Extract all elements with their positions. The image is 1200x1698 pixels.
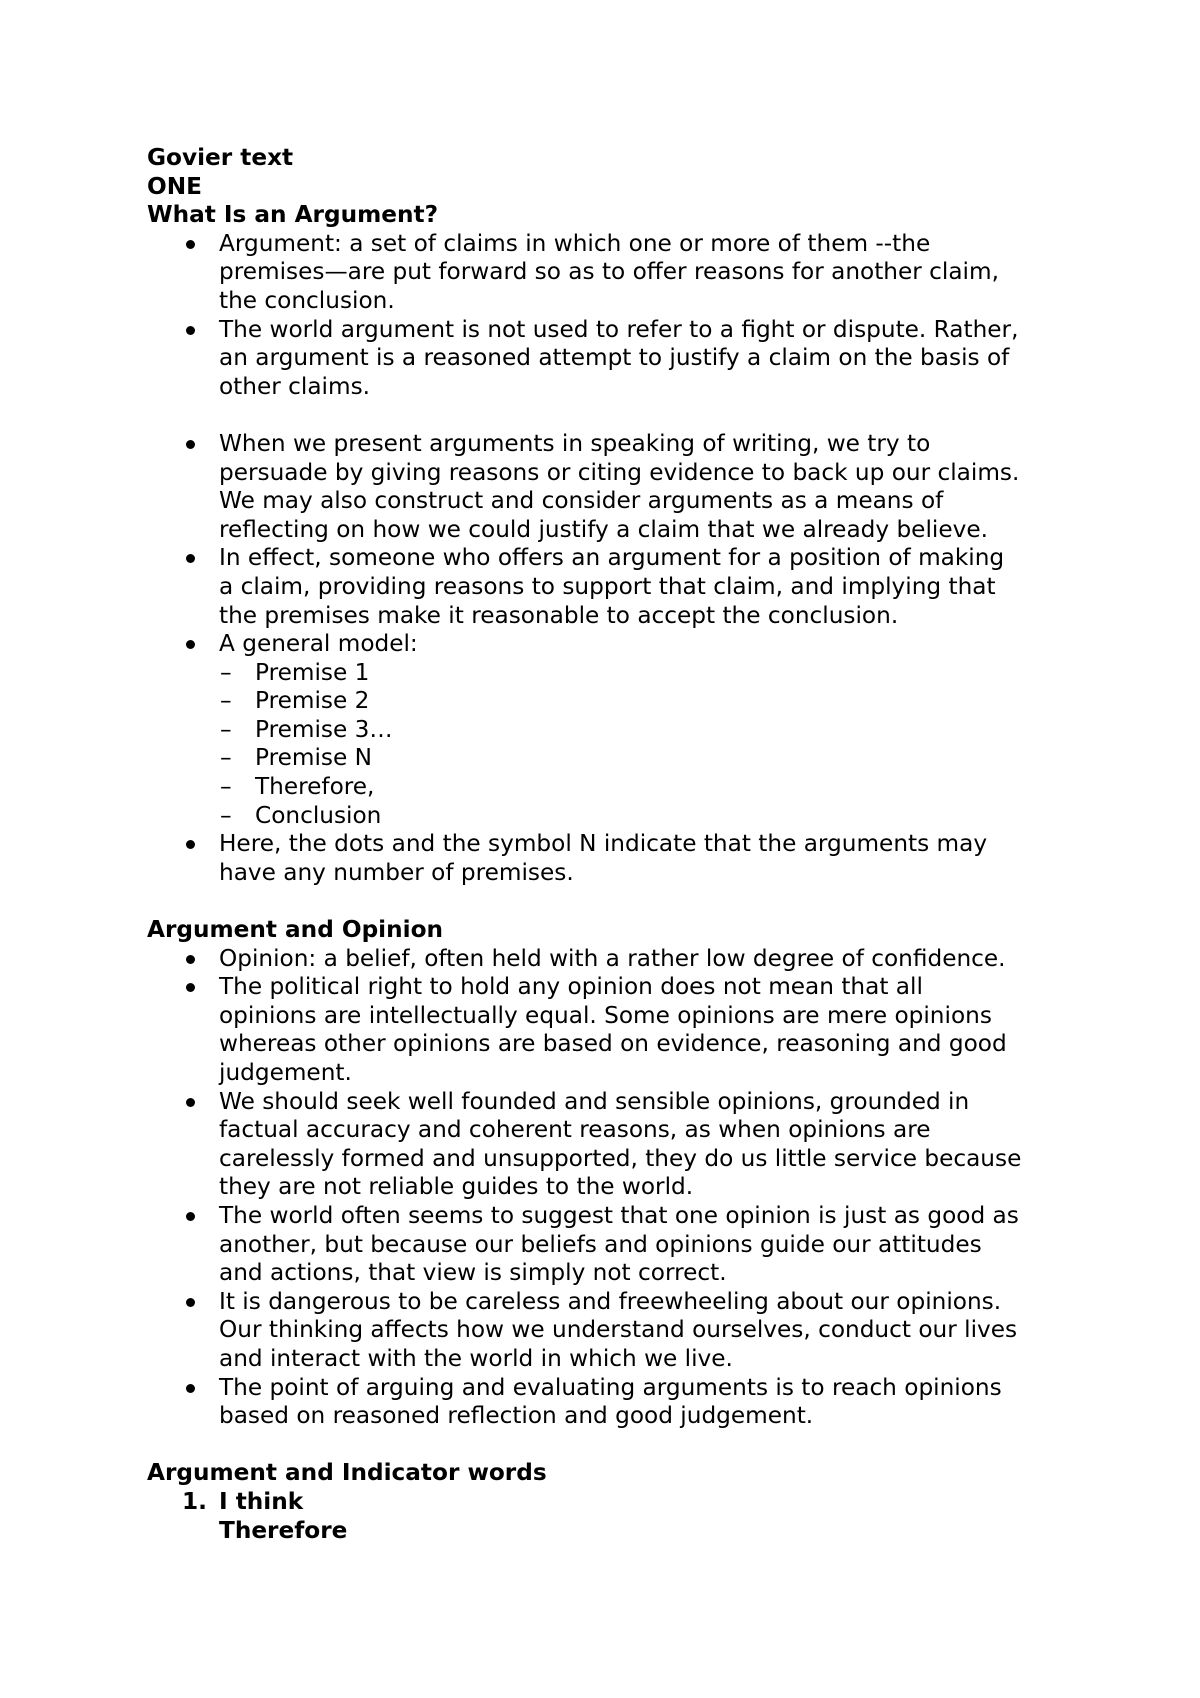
model-item-text: Conclusion: [255, 801, 382, 829]
list-item-line: they are not reliable guides to the world.: [219, 1173, 694, 1201]
model-item-text: Premise N: [255, 744, 372, 772]
list-item-line: premises—are put forward so as to offer reasons for another claim,: [219, 258, 999, 286]
list-item-line: We may also construct and consider arguments as a means of: [219, 487, 944, 515]
model-item: [147, 659, 1087, 688]
list-item-line: reflecting on how we could justify a claim that we already believe.: [219, 515, 988, 543]
spacer: [147, 1431, 1087, 1460]
list-item-line: the conclusion.: [219, 286, 395, 314]
dash-icon: –: [220, 715, 232, 743]
model-item: [147, 687, 1087, 716]
model-item-text: Premise 3…: [255, 715, 393, 743]
bullet-icon: [186, 983, 195, 992]
list-item-line: based on reasoned reflection and good judgement.: [219, 1402, 814, 1430]
dash-icon: –: [220, 773, 232, 801]
list-item-line: carelessly formed and unsupported, they do us little service because: [219, 1144, 1022, 1172]
model-item: [147, 744, 1087, 773]
list-item-line: The political right to hold any opinion does not mean that all: [219, 973, 923, 1001]
model-item-text: Therefore,: [255, 773, 375, 801]
list-item-line: factual accuracy and coherent reasons, as when opinions are: [219, 1116, 931, 1144]
list-item-line: The world often seems to suggest that one opinion is just as good as: [219, 1201, 1019, 1229]
bullet-icon: [186, 440, 195, 449]
list-item-line: whereas other opinions are based on evidence, reasoning and good: [219, 1030, 1007, 1058]
bullet-icon: [186, 640, 195, 649]
bullet-icon: [186, 1098, 195, 1107]
list-item-line: Here, the dots and the symbol N indicate that the arguments may: [219, 830, 988, 858]
bullet-icon: [186, 955, 195, 964]
list-item-line: opinions are intellectually equal. Some opinions are mere opinions: [219, 1001, 992, 1029]
bullet-icon: [186, 1384, 195, 1393]
list-item: [147, 1374, 1087, 1431]
bullet-icon: [186, 326, 195, 335]
list-item-line: persuade by giving reasons or citing evidence to back up our claims.: [219, 458, 1020, 486]
list-item-line: a claim, providing reasons to support that claim, and implying that: [219, 572, 996, 600]
list-item: [147, 544, 1087, 630]
list-item-line: other claims.: [219, 372, 371, 400]
list-item-line: and interact with the world in which we live.: [219, 1344, 733, 1372]
list-item-line: have any number of premises.: [219, 858, 574, 886]
list-item: [147, 430, 1087, 544]
bullet-list: [147, 430, 1087, 659]
list-item-line: When we present arguments in speaking of writing, we try to: [219, 429, 931, 457]
section-heading-what-is-an-argument: What Is an Argument?: [147, 201, 439, 229]
bullet-icon: [186, 554, 195, 563]
bullet-list: [147, 830, 1087, 887]
list-item: [147, 1088, 1087, 1202]
list-item-line: Argument: a set of claims in which one or more of them --the: [219, 229, 931, 257]
chapter-label: ONE: [147, 172, 202, 200]
list-item-line: Opinion: a belief, often held with a rather low degree of confidence.: [219, 944, 1006, 972]
list-item-line: The world argument is not used to refer to a fight or dispute. Rather,: [219, 315, 1019, 343]
list-item-line: In effect, someone who offers an argument for a position of making: [219, 544, 1005, 572]
model-item-text: Premise 2: [255, 687, 370, 715]
bullet-icon: [186, 1298, 195, 1307]
numbered-item-line: I think: [219, 1487, 304, 1515]
list-item-line: and actions, that view is simply not correct.: [219, 1259, 727, 1287]
list-item: [147, 316, 1087, 402]
list-item-line: judgement.: [219, 1059, 352, 1086]
list-item: [147, 830, 1087, 887]
list-item-line: A general model:: [219, 630, 418, 658]
model-list: [147, 659, 1087, 831]
bullet-icon: [186, 840, 195, 849]
bullet-icon: [186, 1212, 195, 1221]
numbered-item: [147, 1488, 1087, 1545]
model-item: [147, 773, 1087, 802]
spacer: [147, 401, 1087, 430]
dash-icon: –: [220, 801, 232, 829]
item-number: 1.: [182, 1487, 207, 1515]
bullet-icon: [186, 240, 195, 249]
dash-icon: –: [220, 744, 232, 772]
dash-icon: –: [220, 687, 232, 715]
list-item: [147, 973, 1087, 1087]
model-item: [147, 716, 1087, 745]
list-item-line: another, but because our beliefs and opinions guide our attitudes: [219, 1230, 982, 1258]
list-item: [147, 1288, 1087, 1374]
section-heading-indicator-words: Argument and Indicator words: [147, 1459, 547, 1487]
list-item: [147, 630, 1087, 659]
bullet-list: [147, 945, 1087, 1431]
list-item-line: an argument is a reasoned attempt to justify a claim on the basis of: [219, 344, 1010, 372]
numbered-list: [147, 1488, 1087, 1545]
list-item: [147, 230, 1087, 316]
list-item: [147, 1202, 1087, 1288]
document-title: Govier text: [147, 144, 294, 171]
list-item-line: It is dangerous to be careless and freewheeling about our opinions.: [219, 1287, 1002, 1315]
numbered-item-line: Therefore: [219, 1516, 348, 1544]
dash-icon: –: [220, 658, 232, 686]
list-item-line: We should seek well founded and sensible opinions, grounded in: [219, 1087, 970, 1115]
model-item: [147, 802, 1087, 831]
bullet-list: [147, 230, 1087, 402]
model-item-text: Premise 1: [255, 658, 370, 686]
section-heading-argument-and-opinion: Argument and Opinion: [147, 916, 444, 944]
list-item: [147, 945, 1087, 974]
list-item-line: The point of arguing and evaluating arguments is to reach opinions: [219, 1373, 1002, 1401]
spacer: [147, 887, 1087, 916]
list-item-line: the premises make it reasonable to accept the conclusion.: [219, 601, 899, 629]
list-item-line: Our thinking affects how we understand ourselves, conduct our lives: [219, 1316, 1018, 1344]
document-page: [147, 144, 1087, 1545]
